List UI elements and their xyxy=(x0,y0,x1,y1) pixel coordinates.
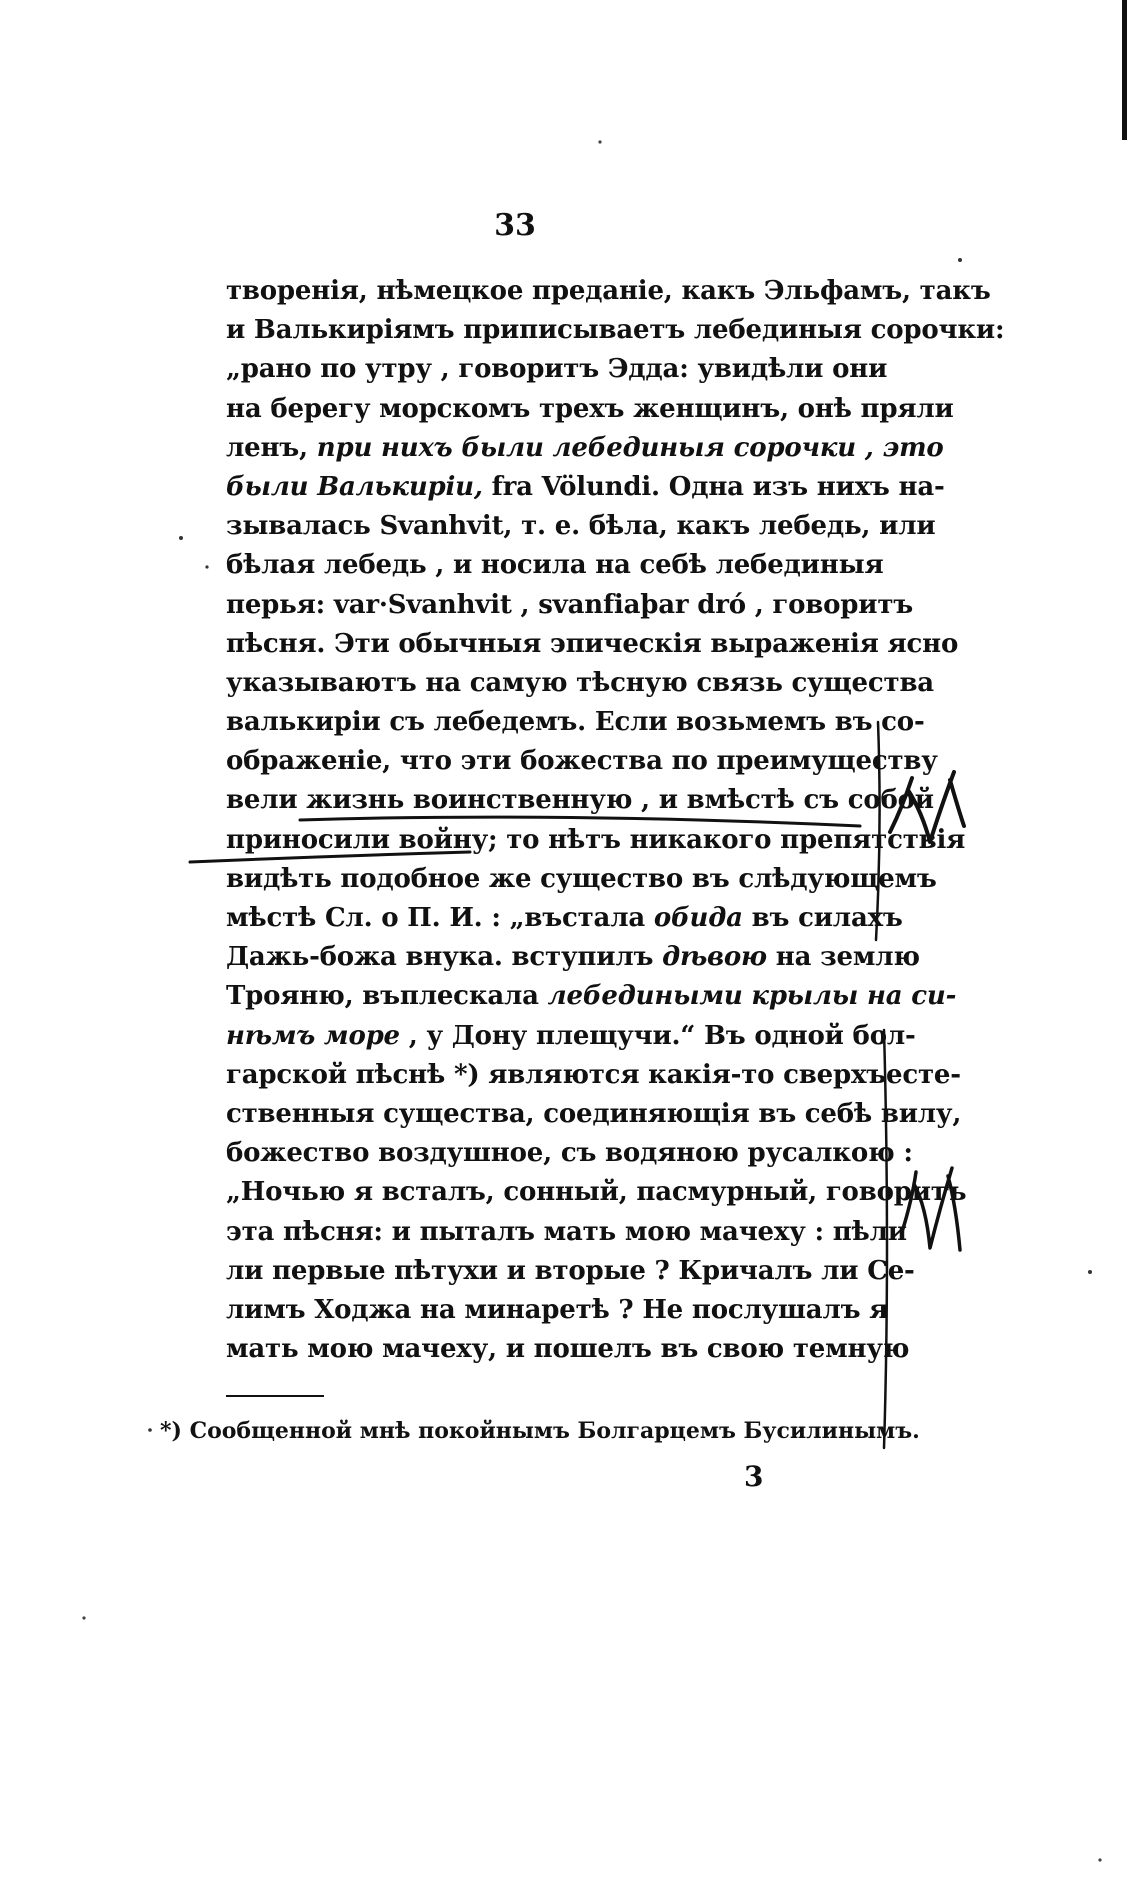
text-line xyxy=(226,1252,915,1291)
text-span: приносили войну; то нѣтъ никакого препятствія xyxy=(226,824,966,855)
italic-text: дѣвою xyxy=(662,942,767,973)
text-span: ленъ, xyxy=(226,432,317,463)
signature-mark: 3 xyxy=(744,1460,764,1493)
text-span: „рано по утру , говоритъ Эдда: увидѣли они xyxy=(226,354,888,385)
text-span: въ силахъ xyxy=(742,903,903,933)
text-line xyxy=(226,899,903,938)
speck xyxy=(179,536,183,540)
text-span: перья: var·Svanhvit , svanfiaþar dró , говоритъ xyxy=(226,589,914,620)
text-span: , у Дону плещучи.“ Въ одной бол- xyxy=(399,1020,916,1051)
text-span: пѣсня. Эти обычныя эпическія выраженія ясно xyxy=(226,628,959,659)
text-line xyxy=(226,1173,967,1212)
italic-text: обида xyxy=(653,903,743,933)
text-line xyxy=(226,1330,910,1369)
text-line xyxy=(226,311,1005,350)
page-edge-shadow xyxy=(1122,0,1127,140)
text-span: ственныя существа, соединяющія въ себѣ вилу, xyxy=(226,1098,962,1129)
text-line xyxy=(226,350,888,389)
text-span: указываютъ на самую тѣсную связь существа xyxy=(226,667,934,698)
footnote: *) Сообщенной мнѣ покойнымъ Болгарцемъ Бусилинымъ. xyxy=(160,1418,920,1444)
text-line xyxy=(226,546,884,585)
text-span: зывалась Svanhvit, т. е. бѣла, какъ лебедь, или xyxy=(226,511,936,542)
text-line xyxy=(226,703,925,742)
text-line xyxy=(226,507,936,546)
speck xyxy=(958,258,962,262)
text-line xyxy=(226,860,937,899)
text-span: ображеніе, что эти божества по преимуществу xyxy=(226,746,938,777)
text-span: „Ночью я всталъ, сонный, пасмурный, говоритъ xyxy=(226,1177,967,1208)
speck xyxy=(205,565,208,568)
text-span: божество воздушное, съ водяною русалкою : xyxy=(226,1138,913,1169)
text-span: на землю xyxy=(766,942,920,973)
text-span: лимъ Ходжа на минаретѣ ? Не послушалъ я xyxy=(226,1294,889,1325)
text-line xyxy=(226,1291,889,1330)
text-span: ли первые пѣтухи и вторые ? Кричалъ ли Се- xyxy=(226,1255,915,1286)
text-line xyxy=(226,742,938,781)
text-span: творенія, нѣмецкое преданіе, какъ Эльфамъ, такъ xyxy=(226,276,991,306)
text-span: Трояню, въплескала xyxy=(226,981,548,1012)
italic-text: лебедиными крылы на си- xyxy=(547,981,957,1012)
text-line xyxy=(226,390,954,429)
text-span: эта пѣсня: и пыталъ мать мою мачеху : пѣли xyxy=(226,1216,907,1247)
speck xyxy=(1088,1270,1092,1274)
text-line xyxy=(226,1213,907,1252)
italic-text: при нихъ были лебединыя сорочки , это xyxy=(316,432,944,463)
text-span: Дажь-божа внука. вступилъ xyxy=(226,942,663,973)
speck xyxy=(148,1428,152,1432)
text-span: и Валькиріямъ приписываетъ лебединыя сорочки: xyxy=(226,315,1005,346)
text-line xyxy=(226,1017,916,1056)
text-line xyxy=(226,977,957,1016)
text-line xyxy=(226,1056,961,1095)
text-span: мѣстѣ Сл. о П. И. : „въстала xyxy=(226,903,654,933)
text-line xyxy=(226,821,966,860)
text-line xyxy=(226,1134,913,1173)
italic-text: были Валькиріи, xyxy=(226,471,483,502)
speck xyxy=(598,140,601,143)
italic-text: нѣмъ море xyxy=(226,1020,400,1051)
text-line xyxy=(226,938,920,977)
text-line xyxy=(226,586,914,625)
text-line xyxy=(226,664,934,703)
text-span: мать мою мачеху, и пошелъ въ свою темную xyxy=(226,1334,910,1365)
speck xyxy=(1098,1858,1101,1861)
text-line xyxy=(226,429,944,468)
text-span: валькиріи съ лебедемъ. Если возьмемъ въ со- xyxy=(226,707,925,738)
body-text xyxy=(226,272,1005,1369)
text-span: на берегу морскомъ трехъ женщинъ, онѣ пряли xyxy=(226,393,954,424)
text-span: гарской пѣснѣ *) являются какія-то сверхъесте- xyxy=(226,1059,961,1090)
text-line xyxy=(226,468,945,507)
text-line xyxy=(226,1095,962,1134)
text-line xyxy=(226,625,959,664)
text-line xyxy=(226,272,991,311)
text-span: fra Völundi. Одна изъ нихъ на- xyxy=(482,471,945,502)
text-span: видѣть подобное же существо въ слѣдующемъ xyxy=(226,863,937,894)
speck xyxy=(82,1616,85,1619)
footnote-rule xyxy=(226,1395,324,1397)
text-span: бѣлая лебедь , и носила на себѣ лебединыя xyxy=(226,550,884,581)
text-line xyxy=(226,781,934,820)
page-number: 33 xyxy=(494,208,536,243)
text-span: вели жизнь воинственную , и вмѣстѣ съ собой xyxy=(226,785,934,816)
